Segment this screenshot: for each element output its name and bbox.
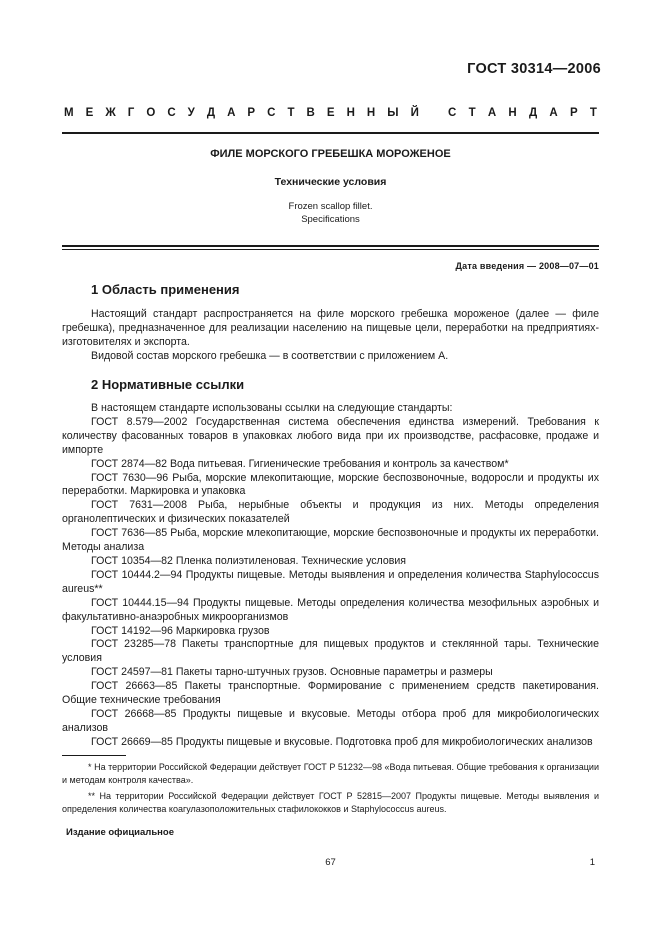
heading-letter: Ы [387, 107, 399, 119]
heading-letter: Й [410, 107, 419, 119]
section-heading-references: 2 Нормативные ссылки [91, 377, 245, 392]
footnote: * На территории Российской Федерации действует ГОСТ Р 51232—98 «Вода питьевая. Общие требования к организации и методам контроля качества». [62, 762, 599, 785]
document-number: ГОСТ 30314—2006 [467, 61, 601, 77]
reference-item: ГОСТ 10444.2—94 Продукты пищевые. Методы выявления и определения количества Staphylococcus aureus** [62, 568, 599, 595]
heading-letter: С [267, 107, 276, 119]
reference-item: ГОСТ 26663—85 Пакеты транспортные. Формирование с применением средств пакетирования. Общие технические требования [62, 680, 599, 707]
heading-letter: Ж [105, 107, 116, 119]
standard-type-heading [64, 107, 597, 119]
document-subtitle: Технические условия [274, 176, 387, 188]
reference-item: ГОСТ 7631—2008 Рыба, нерыбные объекты и продукция из них. Методы определения органолептических и физических показателей [62, 499, 599, 526]
reference-item: ГОСТ 23285—78 Пакеты транспортные для пищевых продуктов и стеклянной тары. Технические условия [62, 638, 599, 665]
reference-item: ГОСТ 26669—85 Продукты пищевые и вкусовые. Подготовка проб для микробиологических анализов [91, 735, 593, 748]
footnote: ** На территории Российской Федерации действует ГОСТ Р 52815—2007 Продукты пищевые. Методы выявления и определения количества коагулазоположительных стафилококков и Staphylococcus aureus. [62, 791, 599, 814]
english-title-line: Frozen scallop fillet. [288, 201, 373, 212]
heading-letter: С [448, 107, 457, 119]
page-number: 67 [325, 857, 336, 868]
reference-item: ГОСТ 24597—81 Пакеты тарно-штучных грузов. Основные параметры и размеры [91, 666, 493, 679]
english-title-line: Specifications [301, 214, 360, 225]
heading-word-interstate [64, 107, 419, 119]
footnotes [62, 761, 599, 819]
heading-letter: Е [85, 107, 94, 119]
heading-letter: Р [569, 107, 578, 119]
paragraph: В настоящем стандарте использованы ссылки на следующие стандарты: [91, 402, 453, 414]
reference-item: ГОСТ 7636—85 Рыба, морские млекопитающие, морские беспозвоночные и продукты их переработки. Методы анализа [62, 527, 599, 554]
heading-letter: Д [206, 107, 216, 119]
heading-letter: Р [247, 107, 256, 119]
footnote-rule [62, 755, 126, 756]
section-heading-scope: 1 Область применения [91, 282, 240, 297]
heading-letter: А [549, 107, 558, 119]
heading-letter: О [146, 107, 156, 119]
heading-word-standard [448, 107, 597, 119]
title-rule-thick [62, 245, 599, 247]
heading-letter: А [227, 107, 236, 119]
english-title [0, 200, 661, 226]
reference-list [62, 416, 599, 750]
heading-letter: Д [528, 107, 538, 119]
heading-letter: У [187, 107, 195, 119]
heading-letter: Н [346, 107, 355, 119]
heading-letter: Г [127, 107, 135, 119]
heading-letter: Т [589, 107, 597, 119]
paragraph: Настоящий стандарт распространяется на филе морского гребешка мороженое (далее — филе гребешка), предназначенное для реализации населению на пищевые цели, переработки на предприятиях-изготовителях и экспорта. [62, 308, 599, 348]
reference-item: ГОСТ 10444.15—94 Продукты пищевые. Методы определения количества мезофильных аэробных и факультативно-анаэробных микроорганизмов [62, 596, 599, 623]
heading-letter: Н [508, 107, 517, 119]
official-edition-label: Издание официальное [66, 827, 174, 838]
introduction-date: Дата введения — 2008—07—01 [455, 261, 599, 271]
reference-item: ГОСТ 10354—82 Пленка полиэтиленовая. Технические условия [91, 554, 407, 567]
reference-item: ГОСТ 8.579—2002 Государственная система обеспечения единства измерений. Требования к количеству фасованных товаров в упаковках любого вида при их производстве, расфасовке, продаже и импорте [62, 415, 599, 456]
sheet-number: 1 [589, 857, 595, 868]
heading-letter: А [487, 107, 497, 119]
heading-letter: М [64, 107, 74, 119]
heading-letter: С [167, 107, 176, 119]
reference-item: ГОСТ 2874—82 Вода питьевая. Гигиенические требования и контроль за качеством* [91, 457, 509, 470]
document-title: ФИЛЕ МОРСКОГО ГРЕБЕШКА МОРОЖЕНОЕ [210, 148, 451, 160]
section-scope-body [62, 308, 599, 364]
title-rule-thin [62, 249, 599, 250]
heading-letter: Н [366, 107, 376, 119]
heading-letter: Т [287, 107, 295, 119]
header-rule [62, 132, 599, 134]
heading-letter: В [306, 107, 315, 119]
reference-item: ГОСТ 26668—85 Продукты пищевые и вкусовые. Методы отбора проб для микробиологических анализов [62, 707, 599, 734]
heading-letter: Т [468, 107, 476, 119]
paragraph: Видовой состав морского гребешка — в соответствии с приложением А. [91, 349, 449, 362]
reference-item: ГОСТ 7630—96 Рыба, морские млекопитающие, морские беспозвоночные, водоросли и продукты их переработки. Маркировка и упаковка [62, 471, 599, 498]
section-references-body [62, 402, 599, 750]
heading-letter: Е [326, 107, 335, 119]
reference-item: ГОСТ 14192—96 Маркировка грузов [91, 624, 270, 637]
